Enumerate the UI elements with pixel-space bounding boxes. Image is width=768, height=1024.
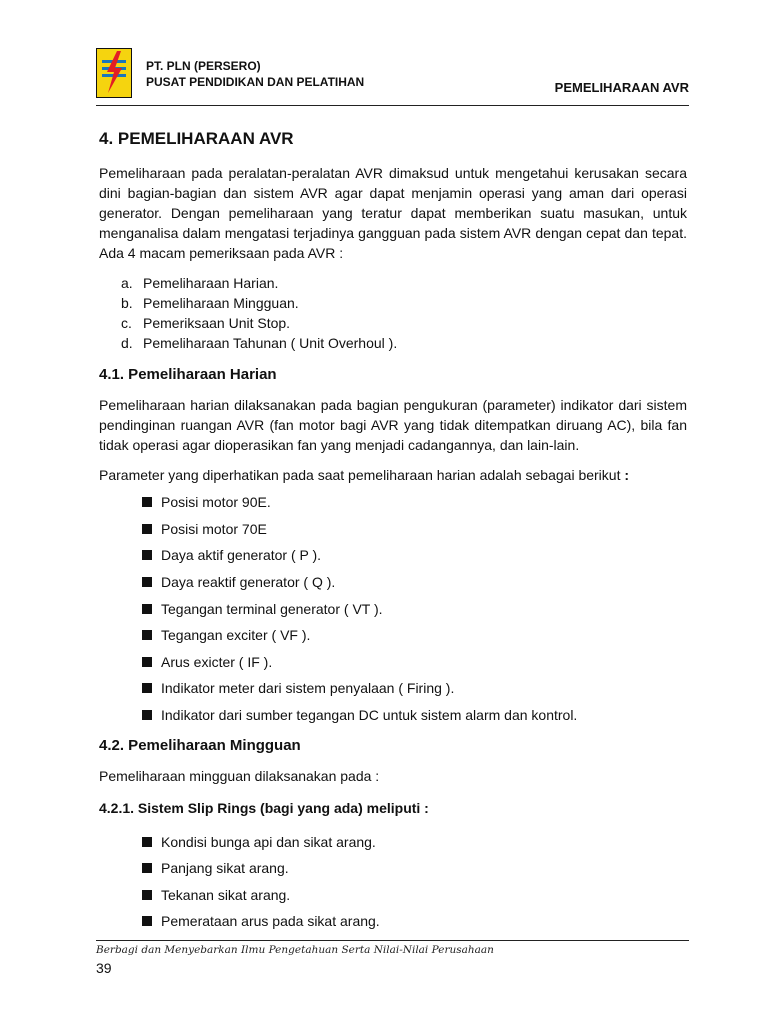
list-item bbox=[99, 855, 687, 882]
pln-logo-icon bbox=[96, 48, 132, 98]
list-item-text: Tegangan exciter ( VF ). bbox=[161, 627, 311, 644]
square-bullet-icon bbox=[142, 837, 152, 847]
slip-rings-list bbox=[99, 828, 687, 934]
list-item bbox=[99, 542, 687, 569]
list-item bbox=[99, 622, 687, 649]
footer-divider bbox=[96, 940, 689, 941]
square-bullet-icon bbox=[142, 657, 152, 667]
square-bullet-icon bbox=[142, 863, 152, 873]
header-divider bbox=[96, 105, 689, 106]
list-item-text: Posisi motor 90E. bbox=[161, 494, 271, 511]
list-item bbox=[99, 882, 687, 909]
list-item-text: Pemeriksaan Unit Stop. bbox=[143, 315, 291, 331]
square-bullet-icon bbox=[142, 550, 152, 560]
square-bullet-icon bbox=[142, 630, 152, 640]
para-2-text: Parameter yang diperhatikan pada saat pemeliharaan harian adalah sebagai berikut bbox=[99, 467, 621, 483]
org-line-1: PT. PLN (PERSERO) bbox=[146, 59, 261, 73]
list-item bbox=[99, 569, 687, 596]
page-header bbox=[96, 48, 689, 104]
list-item bbox=[99, 333, 687, 353]
section-4-1-heading: 4.1. Pemeliharaan Harian bbox=[99, 366, 277, 383]
square-bullet-icon bbox=[142, 890, 152, 900]
list-item bbox=[99, 313, 687, 333]
list-item-text: Arus exicter ( IF ). bbox=[161, 653, 273, 670]
list-item-text: Posisi motor 70E bbox=[161, 520, 267, 537]
list-item bbox=[99, 649, 687, 676]
list-item bbox=[99, 273, 687, 293]
list-item bbox=[99, 595, 687, 622]
list-item-text: Kondisi bunga api dan sikat arang. bbox=[161, 833, 376, 850]
list-item bbox=[99, 293, 687, 313]
document-title: PEMELIHARAAN AVR bbox=[554, 80, 689, 95]
footer-motto: Berbagi dan Menyebarkan Ilmu Pengetahuan Serta Nilai-Nilai Perusahaan bbox=[96, 944, 494, 956]
list-item-text: Pemeliharaan Tahunan ( Unit Overhoul ). bbox=[143, 335, 398, 351]
list-item-text: Pemeliharaan Mingguan. bbox=[143, 295, 299, 311]
square-bullet-icon bbox=[142, 497, 152, 507]
list-marker: c. bbox=[121, 315, 132, 331]
section-4-2-1-heading: 4.2.1. Sistem Slip Rings (bagi yang ada) meliputi : bbox=[99, 800, 429, 817]
list-item-text: Daya aktif generator ( P ). bbox=[161, 547, 322, 564]
list-item-text: Pemeliharaan Harian. bbox=[143, 275, 279, 291]
section-4-heading: 4. PEMELIHARAAN AVR bbox=[99, 129, 294, 148]
list-item bbox=[99, 489, 687, 516]
daily-parameters-list bbox=[99, 489, 687, 728]
section-4-2-para: Pemeliharaan mingguan dilaksanakan pada : bbox=[99, 768, 380, 785]
list-item-text: Indikator meter dari sistem penyalaan ( Firing ). bbox=[161, 680, 455, 697]
list-item-text: Tekanan sikat arang. bbox=[161, 886, 291, 903]
maintenance-types-list bbox=[99, 273, 687, 353]
list-marker: d. bbox=[121, 335, 133, 351]
list-item-text: Tegangan terminal generator ( VT ). bbox=[161, 600, 383, 617]
square-bullet-icon bbox=[142, 524, 152, 534]
list-item bbox=[99, 675, 687, 702]
page-number: 39 bbox=[96, 960, 112, 976]
list-item-text: Panjang sikat arang. bbox=[161, 860, 289, 877]
list-item bbox=[99, 908, 687, 935]
square-bullet-icon bbox=[142, 604, 152, 614]
list-item-text: Pemerataan arus pada sikat arang. bbox=[161, 913, 380, 930]
square-bullet-icon bbox=[142, 710, 152, 720]
square-bullet-icon bbox=[142, 916, 152, 926]
square-bullet-icon bbox=[142, 683, 152, 693]
list-item-text: Indikator dari sumber tegangan DC untuk sistem alarm dan kontrol. bbox=[161, 707, 578, 724]
para-2-colon: : bbox=[620, 467, 630, 483]
section-4-1-para-1: Pemeliharaan harian dilaksanakan pada bagian pengukuran (parameter) indikator dari sistem pendinginan ruangan AVR (fan motor bagi AVR yang tidak ditempatkan diruang AC), bila fan tidak operasi agar dioperasikan fan yang menjadi cadangannya, dan lain-lain. bbox=[99, 397, 687, 453]
section-4-2-heading: 4.2. Pemeliharaan Mingguan bbox=[99, 737, 301, 755]
list-item bbox=[99, 828, 687, 855]
list-item bbox=[99, 516, 687, 543]
page-content bbox=[99, 128, 687, 943]
section-4-1-para-2 bbox=[99, 465, 687, 485]
org-line-2: PUSAT PENDIDIKAN DAN PELATIHAN bbox=[146, 75, 365, 89]
list-marker: a. bbox=[121, 275, 133, 291]
section-4-intro: Pemeliharaan pada peralatan-peralatan AVR dimaksud untuk mengetahui kerusakan secara dini bagian-bagian dan sistem AVR agar dapat menjamin operasi yang aman dari operasi generator. Dengan pemeliharaan yang teratur dapat memberikan suatu masukan, untuk menganalisa dalam mengatasi terjadinya gangguan pada sistem AVR dengan cepat dan tepat. Ada 4 macam pemeriksaan pada AVR : bbox=[99, 165, 687, 261]
list-marker: b. bbox=[121, 295, 133, 311]
list-item-text: Daya reaktif generator ( Q ). bbox=[161, 574, 336, 591]
organization-name bbox=[146, 58, 364, 90]
list-item bbox=[99, 702, 687, 729]
square-bullet-icon bbox=[142, 577, 152, 587]
